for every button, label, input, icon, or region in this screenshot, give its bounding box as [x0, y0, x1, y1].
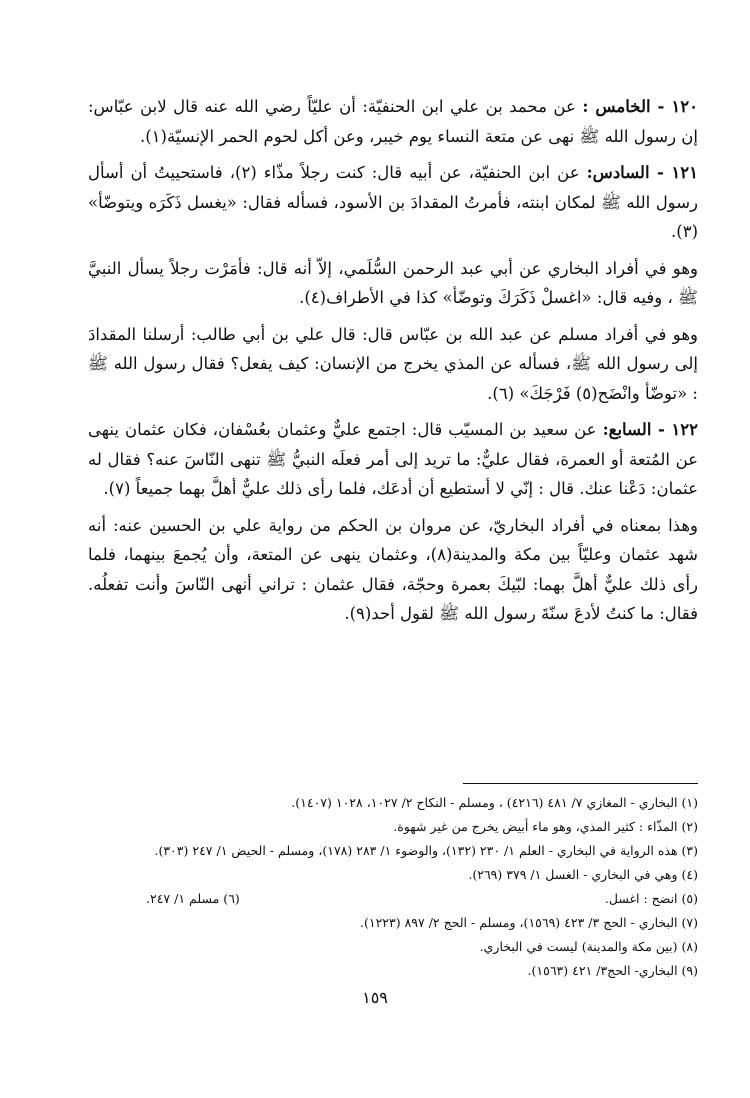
footnote-3: (٣) هذه الرواية في البخاري - العلم ١/ ٢٣٠ (١٣٢)، والوضوء ١/ ٢٨٣ (١٧٨)، ومسلم - الحيض ١/ ٢٤٧ (٣٠٣). — [154, 843, 698, 858]
footnote-2: (٢) المذّاء : كثير المذي، وهو ماء أبيض يخرج من غير شهوة. — [393, 819, 698, 834]
paragraph-text: عن محمد بن علي ابن الحنفيّة: أن عليّاً رضي الله عنه قال لابن عبّاس: إن رسول الله ﷺ نهى عن متعة النساء يوم خيبر، وعن أكل لحوم الحمر الإنسيّة(١). — [88, 97, 698, 146]
hadith-heading: ١٢٠ - الخامس : — [582, 97, 698, 116]
main-text — [88, 92, 698, 636]
footnote-6: (٦) مسلم ١/ ٢٤٧. — [146, 891, 240, 906]
footnote-7: (٧) البخاري - الحج ٣/ ٤٢٣ (١٥٦٩)، ومسلم - الحج ٢/ ٨٩٧ (١٢٢٣). — [360, 915, 698, 930]
paragraph-hadith-122 — [88, 415, 698, 504]
hadith-heading: ١٢٢ - السابع: — [602, 420, 698, 439]
footnote-8: (٨) (بين مكة والمدينة) ليست في البخاري. — [479, 939, 698, 954]
footnote-divider — [463, 783, 698, 784]
paragraph-text: عن ابن الحنفيّة، عن أبيه قال: كنت رجلاً مذّاء (٢)، فاستحييتُ أن أسأل رسول الله ﷺ لمكان ابنته، فأمرتُ المقدادَ بن الأسود، فسأله فقال: «يغسل ذَكَرَه ويتوضّأ» (٣). — [88, 163, 698, 241]
paragraph-hadith-120 — [88, 92, 698, 151]
paragraph-bukhari-variant — [88, 254, 698, 313]
footnote-4: (٤) وهي في البخاري - الغسل ١/ ٣٧٩ (٢٦٩). — [468, 867, 698, 882]
paragraph-text: وهو في أفراد البخاري عن أبي عبد الرحمن السُّلَمي، إلاّ أنه قال: فأمَرْت رجلاً يسأل النبيَّ ﷺ ، وفيه قال: «اغسلْ ذَكَرَكَ وتوضّأ» كذا في الأطراف(٤). — [88, 258, 698, 307]
footnote-row-5-6 — [88, 887, 698, 911]
paragraph-hadith-121 — [88, 158, 698, 247]
footnotes — [88, 791, 698, 983]
paragraph-muslim-variant — [88, 320, 698, 409]
paragraph-bukhari-meaning — [88, 511, 698, 629]
paragraph-text: وهو في أفراد مسلم عن عبد الله بن عبّاس قال: قال علي بن أبي طالب: أرسلنا المقدادَ إلى رسول الله ﷺ، فسأله عن المذي يخرج من الإنسان: كيف يفعل؟ فقال رسول الله ﷺ : «توضّأ وانْضَح(٥) فَرْجَكَ» (٦). — [88, 324, 698, 403]
paragraph-text: وهذا بمعناه في أفراد البخاريّ، عن مروان بن الحكم من رواية علي بن الحسين عنه: أنه شهد عثمان وعليّاً بين مكة والمدينة(٨)، وعثمان ينهى عن المتعة، وأن يُجمعَ بينهما، فلما رأى ذلك عليٌّ أهلَّ بهما: لبّيكَ بعمرة وحجّة، فقال عثمان : تراني أنهى النّاسَ وأنت تفعلُه. فقال: ما كنتُ لأدعَ سنّةَ رسول الله ﷺ لقول أحد(٩). — [88, 515, 698, 623]
footnote-5: (٥) انضح : اغسل. — [604, 891, 698, 906]
footnote-9: (٩) البخاري- الحج٣/ ٤٢١ (١٥٦٣). — [527, 963, 698, 978]
hadith-heading: ١٢١ - السادس: — [586, 163, 699, 182]
paragraph-text: عن سعيد بن المسيّب قال: اجتمع عليٌّ وعثمان بعُسْفان، فكان عثمان ينهى عن المُتعة أو العمرة، فقال عليٌّ: ما تريد إلى أمر فعلَه النبيُّ ﷺ تنهى النّاسَ عنه؟ فقال له عثمان: دَعْنا عنك. قال : إنّي لا أستطيع أن أدعَك، فلما رأى ذلك عليٌّ أهلَّ بهما جميعاً (٧). — [88, 420, 698, 498]
footnote-1: (١) البخاري - المغازي ٧/ ٤٨١ (٤٢١٦) ، ومسلم - النكاح ٢/ ١٠٢٧، ١٠٢٨ (١٤٠٧). — [291, 795, 698, 810]
page-number: ١٥٩ — [362, 988, 388, 1007]
